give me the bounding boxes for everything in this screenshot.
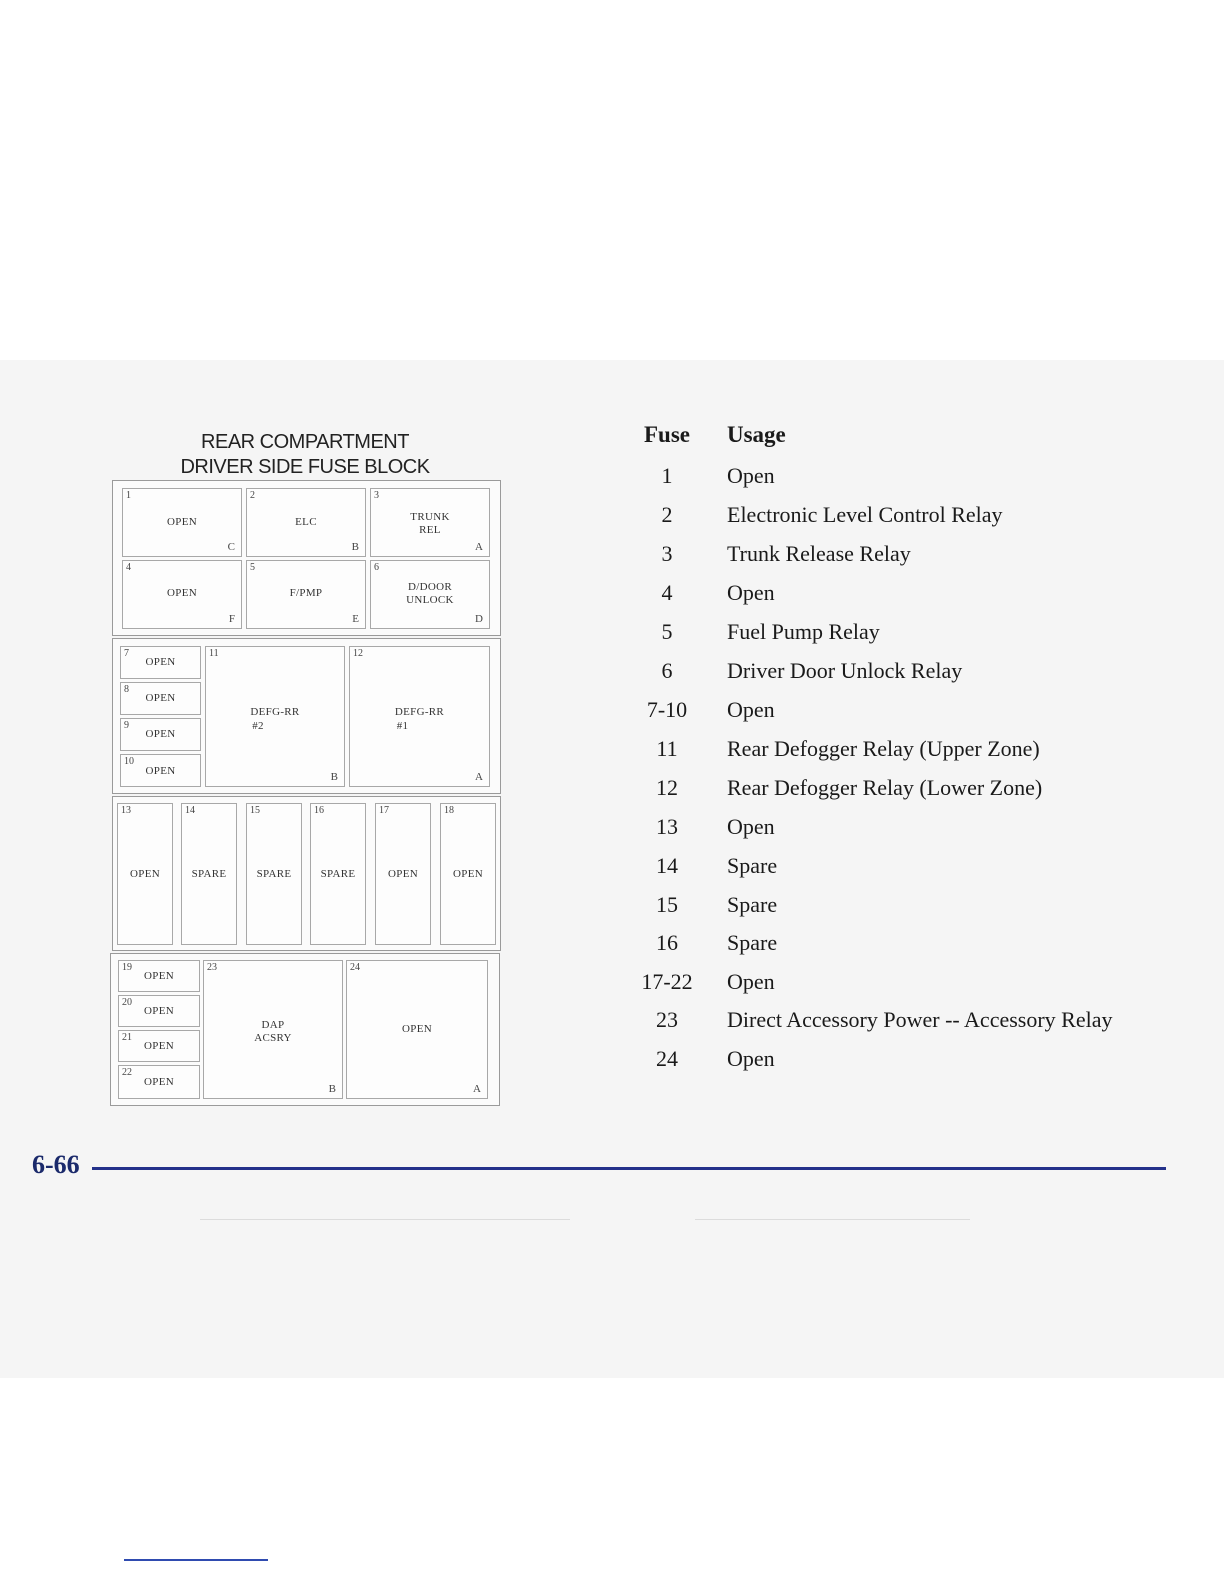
fuse-cell-21 bbox=[118, 1030, 200, 1062]
fuse-label: OPEN bbox=[145, 692, 176, 704]
faint-divider-right bbox=[695, 1219, 970, 1220]
fuse-cell-6 bbox=[370, 560, 490, 629]
fuse-cell-7 bbox=[120, 646, 201, 679]
fuse-number-cell: 12 bbox=[656, 775, 678, 800]
fuse-number-cell: 4 bbox=[661, 580, 673, 605]
fuse-cell-18 bbox=[440, 803, 496, 945]
fuse-number-cell: 5 bbox=[661, 619, 673, 644]
fuse-number-cell: 3 bbox=[661, 541, 673, 566]
relay-letter: D bbox=[475, 613, 483, 625]
fuse-label-line-2: #2 bbox=[252, 720, 264, 732]
fuse-number-cell: 17-22 bbox=[641, 969, 693, 994]
usage-cell: Open bbox=[727, 969, 775, 994]
usage-cell: Spare bbox=[727, 930, 778, 955]
fuse-label: OPEN bbox=[145, 765, 176, 777]
fuse-number: 18 bbox=[444, 805, 454, 816]
footer-rule bbox=[92, 1167, 1166, 1170]
fuse-number: 13 bbox=[121, 805, 131, 816]
fuse-cell-14 bbox=[181, 803, 237, 945]
fuse-block-title bbox=[110, 430, 500, 480]
fuse-label-line-1: D/DOOR bbox=[408, 581, 452, 593]
fuse-number: 10 bbox=[124, 756, 134, 767]
fuse-label-line-1: DEFG-RR bbox=[394, 706, 445, 718]
column-header-fuse: Fuse bbox=[644, 422, 690, 447]
fuse-cell-12 bbox=[349, 646, 490, 787]
page-number: 6-66 bbox=[32, 1150, 80, 1179]
fuse-number: 12 bbox=[353, 648, 363, 659]
fuse-cell-2 bbox=[246, 488, 366, 557]
fuse-number: 17 bbox=[379, 805, 389, 816]
usage-cell: Rear Defogger Relay (Upper Zone) bbox=[727, 736, 1040, 761]
fuse-number-cell: 16 bbox=[656, 930, 678, 955]
fuse-number: 11 bbox=[209, 648, 219, 659]
fuse-number: 1 bbox=[126, 490, 131, 501]
fuse-number: 22 bbox=[122, 1067, 132, 1078]
fuse-cell-22 bbox=[118, 1065, 200, 1099]
usage-cell: Electronic Level Control Relay bbox=[727, 502, 1003, 527]
fuse-number-cell: 11 bbox=[656, 736, 678, 761]
fuse-label: OPEN bbox=[145, 728, 176, 740]
fuse-label: SPARE bbox=[191, 868, 227, 880]
fuse-cell-16 bbox=[310, 803, 366, 945]
column-header-usage: Usage bbox=[727, 422, 786, 447]
fuse-number: 3 bbox=[374, 490, 379, 501]
fuse-number: 21 bbox=[122, 1032, 132, 1043]
fuse-label: OPEN bbox=[130, 868, 160, 880]
fuse-cell-3 bbox=[370, 488, 490, 557]
usage-cell: Spare bbox=[727, 853, 778, 878]
relay-letter: F bbox=[228, 613, 235, 625]
fuse-label: OPEN bbox=[144, 1076, 174, 1088]
fuse-number-cell: 23 bbox=[656, 1007, 678, 1032]
relay-letter: A bbox=[475, 771, 483, 783]
fuse-label: OPEN bbox=[145, 656, 176, 668]
usage-cell: Driver Door Unlock Relay bbox=[727, 658, 963, 683]
relay-letter: B bbox=[330, 771, 338, 783]
fuse-number: 15 bbox=[250, 805, 260, 816]
fuse-number: 2 bbox=[250, 490, 255, 501]
relay-letter: B bbox=[328, 1083, 336, 1095]
fuse-label: SPARE bbox=[256, 868, 292, 880]
fuse-cell-10 bbox=[120, 754, 201, 787]
usage-cell: Open bbox=[727, 1046, 775, 1071]
fuse-number-cell: 24 bbox=[656, 1046, 678, 1071]
fuse-number-cell: 15 bbox=[656, 892, 678, 917]
fuse-label: OPEN bbox=[388, 868, 418, 880]
usage-cell: Fuel Pump Relay bbox=[727, 619, 880, 644]
fuse-number: 16 bbox=[314, 805, 324, 816]
fuse-cell-4 bbox=[122, 560, 242, 629]
fuse-cell-11 bbox=[205, 646, 345, 787]
fuse-label: OPEN bbox=[144, 970, 174, 982]
fuse-label-line-2: REL bbox=[419, 524, 441, 536]
fuse-number: 5 bbox=[250, 562, 255, 573]
fuse-label: OPEN bbox=[144, 1005, 174, 1017]
fuse-cell-5 bbox=[246, 560, 366, 629]
fuse-cell-19 bbox=[118, 960, 200, 992]
fuse-cell-24 bbox=[346, 960, 488, 1099]
fuse-number: 24 bbox=[350, 962, 360, 973]
fuse-label-line-1: TRUNK bbox=[410, 511, 450, 523]
fuse-label: F/PMP bbox=[289, 587, 323, 599]
fuse-cell-1 bbox=[122, 488, 242, 557]
fuse-number: 14 bbox=[185, 805, 195, 816]
fuse-cell-8 bbox=[120, 682, 201, 715]
fuse-cell-13 bbox=[117, 803, 173, 945]
fuse-label-line-2: UNLOCK bbox=[406, 594, 454, 606]
fuse-label-line-1: DAP bbox=[261, 1019, 285, 1031]
relay-letter: E bbox=[352, 613, 359, 625]
fuse-number-cell: 14 bbox=[656, 853, 678, 878]
fuse-label: ELC bbox=[295, 516, 317, 528]
usage-cell: Trunk Release Relay bbox=[727, 541, 911, 566]
usage-cell: Open bbox=[727, 463, 775, 488]
fuse-number-cell: 7-10 bbox=[646, 697, 688, 722]
fuse-number: 23 bbox=[207, 962, 217, 973]
fuse-label: OPEN bbox=[167, 587, 197, 599]
faint-divider-left bbox=[200, 1219, 570, 1220]
usage-cell: Spare bbox=[727, 892, 778, 917]
fuse-label: SPARE bbox=[320, 868, 356, 880]
fuse-cell-15 bbox=[246, 803, 302, 945]
fuse-label-line-2: #1 bbox=[396, 720, 409, 732]
fuse-cell-20 bbox=[118, 995, 200, 1027]
fuse-label: OPEN bbox=[402, 1023, 432, 1035]
usage-cell: Direct Accessory Power -- Accessory Relay bbox=[727, 1007, 1113, 1032]
title-line-2: DRIVER SIDE FUSE BLOCK bbox=[180, 456, 430, 478]
fuse-number: 8 bbox=[124, 684, 129, 695]
fuse-label-line-2: ACSRY bbox=[254, 1032, 292, 1044]
fuse-number: 20 bbox=[122, 997, 132, 1008]
usage-cell: Open bbox=[727, 814, 775, 839]
fuse-number-cell: 6 bbox=[661, 658, 673, 683]
fuse-number-cell: 1 bbox=[661, 463, 673, 488]
fuse-number: 7 bbox=[124, 648, 129, 659]
fuse-number-cell: 2 bbox=[661, 502, 673, 527]
title-line-1: REAR COMPARTMENT bbox=[201, 431, 409, 453]
usage-cell: Open bbox=[727, 580, 775, 605]
fuse-label: OPEN bbox=[453, 868, 483, 880]
bottom-link-underline bbox=[124, 1559, 268, 1561]
fuse-label-line-1: DEFG-RR bbox=[250, 706, 300, 718]
fuse-label: OPEN bbox=[167, 516, 197, 528]
usage-cell: Rear Defogger Relay (Lower Zone) bbox=[727, 775, 1043, 800]
relay-letter: B bbox=[351, 541, 359, 553]
usage-cell: Open bbox=[727, 697, 775, 722]
fuse-number: 4 bbox=[126, 562, 131, 573]
fuse-number-cell: 13 bbox=[656, 814, 678, 839]
fuse-label: OPEN bbox=[144, 1040, 174, 1052]
fuse-number: 19 bbox=[122, 962, 132, 973]
fuse-number: 9 bbox=[124, 720, 129, 731]
fuse-number: 6 bbox=[374, 562, 379, 573]
fuse-cell-23 bbox=[203, 960, 343, 1099]
fuse-cell-17 bbox=[375, 803, 431, 945]
relay-letter: A bbox=[475, 541, 483, 553]
relay-letter: A bbox=[473, 1083, 481, 1095]
relay-letter: C bbox=[227, 541, 235, 553]
